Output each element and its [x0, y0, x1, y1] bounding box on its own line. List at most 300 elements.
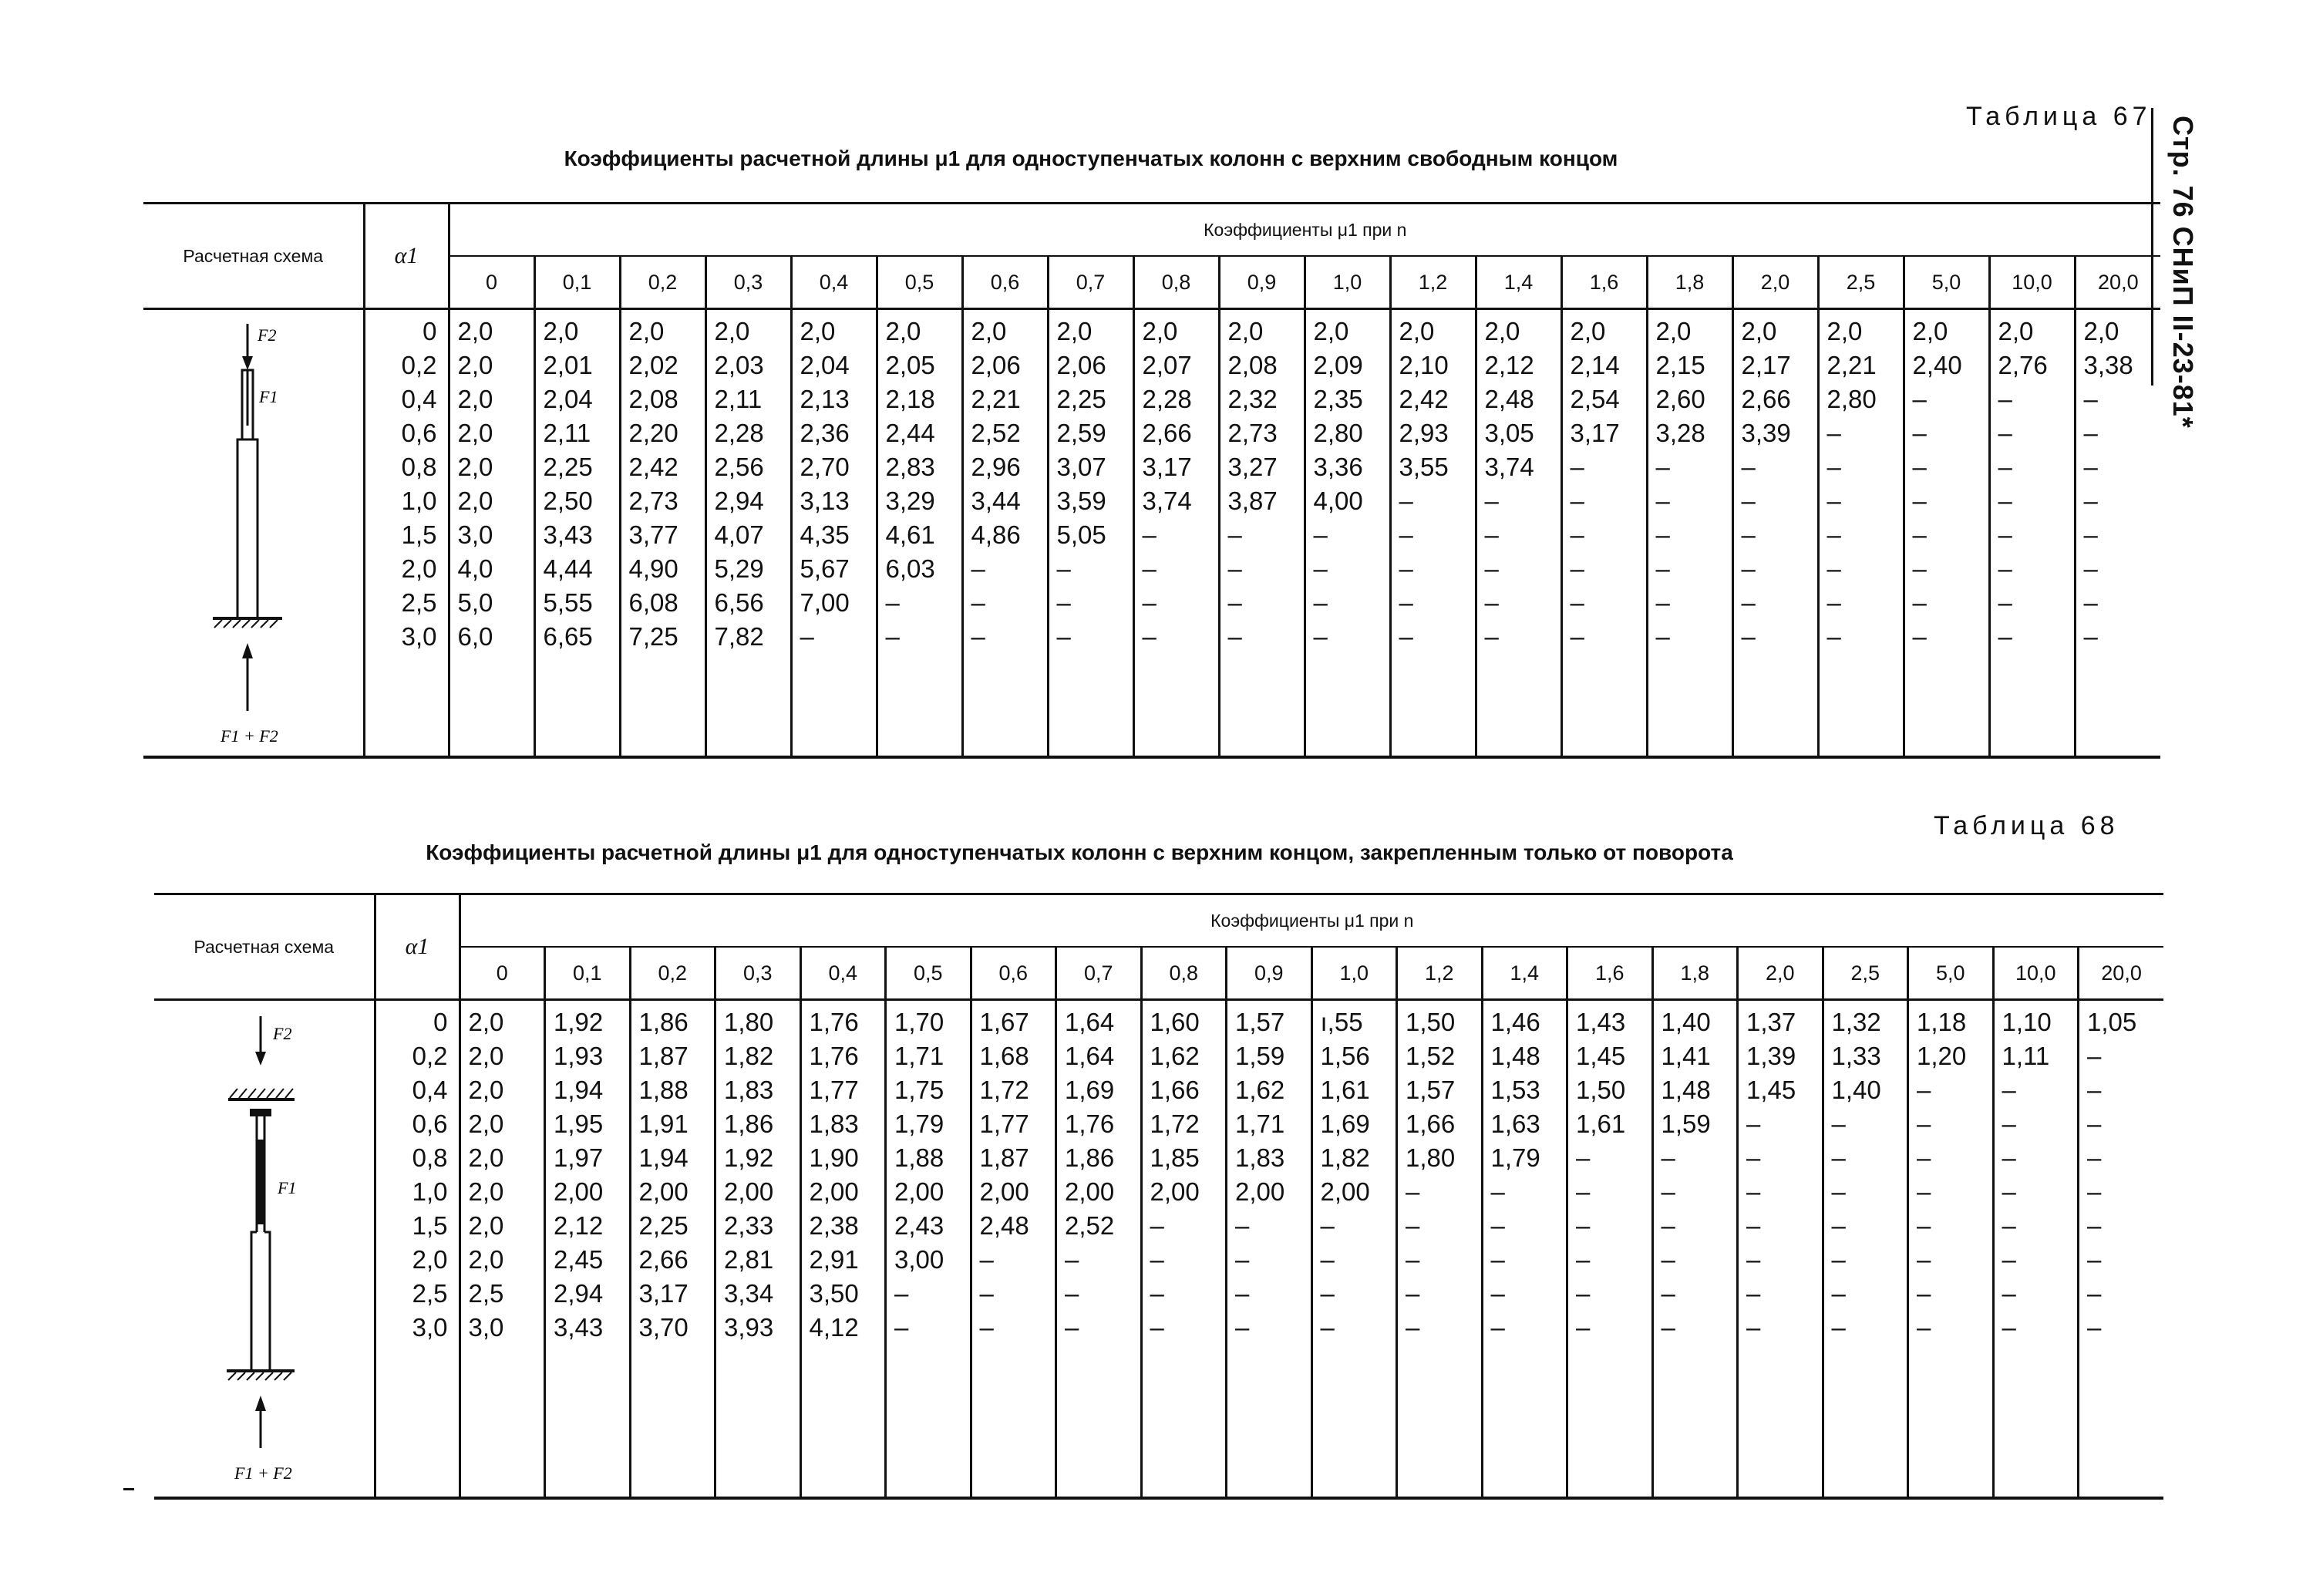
table-cell: 1,10 [2002, 1008, 2052, 1036]
alpha-column [375, 1000, 460, 1499]
table-cell: 2,38 [809, 1211, 859, 1240]
table-cell: – [1399, 487, 1413, 515]
value-column [1482, 1000, 1567, 1499]
table-cell: – [1142, 554, 1156, 583]
table-cell: 1,57 [1406, 1076, 1456, 1104]
table-cell: – [2002, 1076, 2016, 1104]
table-cell: – [894, 1313, 909, 1342]
table-cell: 2,00 [894, 1177, 944, 1206]
table-cell: 2,50 [543, 487, 593, 515]
n-header: 0,2 [630, 947, 715, 1000]
table-cell: – [1150, 1245, 1164, 1274]
f1-label: F1 [259, 387, 278, 406]
table-67-label: Таблица 67 [1966, 102, 2152, 131]
table-cell: – [1142, 622, 1156, 651]
table-cell: 2,0 [1056, 317, 1093, 345]
alpha-value: 1,5 [401, 520, 437, 549]
table-cell: 1,37 [1746, 1008, 1796, 1036]
table-cell: 3,17 [1142, 453, 1192, 481]
table-cell: – [1235, 1245, 1250, 1274]
table-cell: 2,06 [1056, 351, 1106, 379]
n-header: 1,2 [1390, 256, 1476, 309]
table-cell: – [1912, 588, 1927, 617]
table-cell: 2,04 [800, 351, 850, 379]
f2-label: F2 [273, 1024, 292, 1043]
table-cell: – [1235, 1313, 1250, 1342]
table-cell: 2,09 [1313, 351, 1363, 379]
alpha-value: 3,0 [401, 622, 437, 651]
table-cell: 2,56 [714, 453, 764, 481]
table-cell: 2,05 [885, 351, 935, 379]
table-cell: 1,33 [1831, 1042, 1881, 1070]
alpha-value: 3,0 [412, 1313, 448, 1342]
value-column [2079, 1000, 2164, 1499]
table-cell: – [1826, 554, 1841, 583]
table-cell: 2,45 [554, 1245, 604, 1274]
table-cell: – [1998, 520, 2012, 549]
alpha-value: 2,5 [401, 588, 437, 617]
table-cell: – [2002, 1279, 2016, 1308]
table-cell: 1,88 [894, 1143, 944, 1172]
table-cell: 6,56 [714, 588, 764, 617]
n-header: 2,0 [1738, 947, 1823, 1000]
table-cell: 1,97 [554, 1143, 604, 1172]
table-cell: 1,50 [1406, 1008, 1456, 1036]
alpha-value: 0 [423, 317, 437, 345]
table-cell: 2,0 [1912, 317, 1948, 345]
table-cell: 1,94 [554, 1076, 604, 1104]
table-cell: 3,38 [2083, 351, 2133, 379]
table-cell: 2,25 [1056, 385, 1106, 413]
table-cell: – [1313, 588, 1328, 617]
table-cell: 1,76 [809, 1042, 859, 1070]
table-cell: – [1399, 520, 1413, 549]
table-cell: – [1142, 520, 1156, 549]
table-cell: 2,12 [1484, 351, 1534, 379]
coef-header: Коэффициенты μ1 при n [449, 204, 2160, 257]
table-cell: – [1912, 487, 1927, 515]
table-cell: – [1826, 453, 1841, 481]
table-cell: – [1912, 622, 1927, 651]
table-cell: – [1831, 1211, 1846, 1240]
table-cell: 1,61 [1320, 1076, 1370, 1104]
column-scheme-rotation-fixed-top [154, 1001, 370, 1490]
table-cell: 2,25 [543, 453, 593, 481]
table-cell: 1,40 [1831, 1076, 1881, 1104]
table-cell: – [2083, 520, 2098, 549]
value-column [1652, 1000, 1738, 1499]
table-cell: 3,17 [1570, 419, 1620, 447]
n-header: 0,8 [1141, 947, 1227, 1000]
table-cell: – [979, 1245, 994, 1274]
table-cell: 2,0 [457, 351, 493, 379]
table-cell: 6,03 [885, 554, 935, 583]
table-cell: – [1320, 1279, 1335, 1308]
table-cell: 2,11 [543, 419, 591, 447]
table-cell: 2,04 [543, 385, 593, 413]
table-cell: – [1826, 622, 1841, 651]
table-cell: – [1227, 520, 1242, 549]
table-cell: – [1912, 385, 1927, 413]
table-cell: – [1406, 1313, 1420, 1342]
table-cell: – [1227, 622, 1242, 651]
table-cell: – [1313, 554, 1328, 583]
table-cell: – [1150, 1313, 1164, 1342]
table-cell: 1,68 [979, 1042, 1029, 1070]
table-cell: 2,06 [971, 351, 1021, 379]
table-cell: 3,43 [543, 520, 593, 549]
table-cell: – [1142, 588, 1156, 617]
table-cell: 2,0 [1142, 317, 1178, 345]
table-67 [143, 202, 2160, 759]
table-cell: – [1484, 588, 1499, 617]
table-cell: – [1661, 1177, 1675, 1206]
table-cell: 2,00 [1150, 1177, 1200, 1206]
table-cell: 2,0 [468, 1109, 504, 1138]
table-cell: 1,71 [894, 1042, 944, 1070]
table-cell: – [2002, 1245, 2016, 1274]
table-cell: – [1406, 1279, 1420, 1308]
table-cell: – [2083, 588, 2098, 617]
table-cell: 1,94 [638, 1143, 689, 1172]
table-cell: 3,59 [1056, 487, 1106, 515]
table-cell: – [2002, 1211, 2016, 1240]
table-cell: 2,0 [1570, 317, 1606, 345]
table-cell: – [2083, 385, 2098, 413]
table-cell: 2,0 [1998, 317, 2034, 345]
value-column [1823, 1000, 1908, 1499]
table-cell: – [1826, 487, 1841, 515]
table-cell: 2,0 [628, 317, 665, 345]
table-cell: – [1406, 1211, 1420, 1240]
table-cell: – [1746, 1313, 1761, 1342]
alpha-value: 2,0 [401, 554, 437, 583]
table-cell: 3,39 [1741, 419, 1791, 447]
table-cell: 1,92 [554, 1008, 604, 1036]
n-header: 2,0 [1732, 256, 1818, 309]
table-cell: 1,69 [1065, 1076, 1115, 1104]
n-header: 1,6 [1561, 256, 1647, 309]
table-cell: 2,43 [894, 1211, 944, 1240]
table-cell: – [979, 1313, 994, 1342]
table-cell: – [971, 554, 985, 583]
table-cell: 1,53 [1490, 1076, 1540, 1104]
table-cell: – [971, 588, 985, 617]
table-cell: 2,0 [1313, 317, 1349, 345]
table-cell: 1,77 [979, 1109, 1029, 1138]
table-cell: 2,60 [1655, 385, 1705, 413]
table-cell: – [1313, 622, 1328, 651]
table-cell: 2,0 [457, 487, 493, 515]
table-cell: – [979, 1279, 994, 1308]
table-cell: – [1576, 1177, 1591, 1206]
table-cell: 2,21 [971, 385, 1021, 413]
table-cell: 2,35 [1313, 385, 1363, 413]
table-cell: – [1150, 1279, 1164, 1308]
table-cell: 3,0 [457, 520, 493, 549]
table-cell: 3,27 [1227, 453, 1278, 481]
value-column [715, 1000, 801, 1499]
table-cell: 4,44 [543, 554, 593, 583]
alpha-value: 2,5 [412, 1279, 448, 1308]
table-cell: – [1406, 1177, 1420, 1206]
table-cell: 3,43 [554, 1313, 604, 1342]
scheme-diagram-rotation-fixed-top [154, 1000, 375, 1499]
value-column [1311, 1000, 1397, 1499]
page-side-header: Стр. 76 СНиП II-23-81* [2167, 116, 2199, 429]
table-cell: – [1917, 1143, 1931, 1172]
table-cell: 1,86 [638, 1008, 689, 1036]
table-cell: – [1490, 1279, 1505, 1308]
table-cell: 2,0 [468, 1245, 504, 1274]
table-cell: 2,0 [468, 1143, 504, 1172]
table-cell: 1,70 [894, 1008, 944, 1036]
table-cell: 2,13 [800, 385, 850, 413]
table-cell: – [1320, 1211, 1335, 1240]
table-cell: 2,0 [457, 419, 493, 447]
table-cell: 1,60 [1150, 1008, 1200, 1036]
table-cell: 3,74 [1142, 487, 1192, 515]
table-cell: – [1746, 1143, 1761, 1172]
table-cell: 1,83 [1235, 1143, 1285, 1172]
table-cell: 1,75 [894, 1076, 944, 1104]
alpha-header: α1 [364, 204, 449, 309]
table-cell: – [2087, 1313, 2102, 1342]
table-cell: 4,0 [457, 554, 493, 583]
f2-label: F2 [258, 325, 277, 345]
n-header: 0,4 [800, 947, 886, 1000]
table-cell: – [1655, 453, 1670, 481]
table-cell: 1,80 [1406, 1143, 1456, 1172]
value-column [705, 309, 791, 758]
table-cell: 2,14 [1570, 351, 1620, 379]
table-cell: – [1912, 554, 1927, 583]
table-cell: – [2087, 1109, 2102, 1138]
table-cell: 4,61 [885, 520, 935, 549]
alpha-value: 0,8 [412, 1143, 448, 1172]
table-cell: – [1746, 1211, 1761, 1240]
alpha-value: 1,0 [401, 487, 437, 515]
table-cell: – [885, 588, 900, 617]
value-column [545, 1000, 631, 1499]
table-cell: – [2083, 453, 2098, 481]
scheme-header: Расчетная схема [143, 204, 364, 309]
table-cell: 3,44 [971, 487, 1021, 515]
table-cell: – [1065, 1245, 1079, 1274]
alpha-value: 0,8 [401, 453, 437, 481]
table-cell: 2,00 [554, 1177, 604, 1206]
table-cell: ı,55 [1320, 1008, 1363, 1036]
table-cell: 1,76 [809, 1008, 859, 1036]
alpha-value: 1,5 [412, 1211, 448, 1240]
n-header: 0,6 [971, 947, 1056, 1000]
value-column [971, 1000, 1056, 1499]
n-header: 0,4 [791, 256, 877, 309]
table-cell: 1,20 [1917, 1042, 1967, 1070]
alpha-value: 0,4 [401, 385, 437, 413]
table-cell: – [1399, 554, 1413, 583]
table-cell: 7,25 [628, 622, 678, 651]
table-cell: 1,85 [1150, 1143, 1200, 1172]
n-header: 0,5 [877, 256, 962, 309]
table-cell: – [1998, 385, 2012, 413]
table-cell: – [1484, 520, 1499, 549]
table-cell: 2,73 [628, 487, 678, 515]
table-cell: – [1490, 1177, 1505, 1206]
table-cell: – [1917, 1279, 1931, 1308]
table-cell: 4,12 [809, 1313, 859, 1342]
n-header: 0,3 [715, 947, 801, 1000]
table-cell: 2,40 [1912, 351, 1962, 379]
sum-label: F1 + F2 [221, 726, 278, 746]
table-cell: 1,83 [724, 1076, 774, 1104]
table-cell: – [800, 622, 814, 651]
table-cell: 1,82 [1320, 1143, 1370, 1172]
value-column [1732, 309, 1818, 758]
table-68-title: Коэффициенты расчетной длины μ1 для одноступенчатых колонн с верхним концом, закрепленным только от поворота [426, 840, 1733, 864]
table-cell: 2,42 [1399, 385, 1449, 413]
value-column [886, 1000, 971, 1499]
table-cell: – [1227, 588, 1242, 617]
n-header: 0,9 [1227, 947, 1312, 1000]
n-header: 1,2 [1397, 947, 1483, 1000]
table-cell: – [1998, 588, 2012, 617]
n-header: 0,7 [1056, 947, 1142, 1000]
table-cell: 3,07 [1056, 453, 1106, 481]
table-cell: 2,18 [885, 385, 935, 413]
table-cell: 2,0 [1399, 317, 1435, 345]
table-cell: 5,0 [457, 588, 493, 617]
table-cell: 2,5 [468, 1279, 504, 1308]
table-cell: 2,44 [885, 419, 935, 447]
table-cell: – [2087, 1177, 2102, 1206]
table-cell: – [1576, 1279, 1591, 1308]
table-cell: – [1490, 1211, 1505, 1240]
table-cell: – [1741, 520, 1756, 549]
table-cell: – [1056, 554, 1071, 583]
table-cell: 1,95 [554, 1109, 604, 1138]
table-cell: 1,63 [1490, 1109, 1540, 1138]
sum-label: F1 + F2 [234, 1463, 292, 1483]
table-cell: – [894, 1279, 909, 1308]
n-header: 1,0 [1311, 947, 1397, 1000]
table-cell: 3,36 [1313, 453, 1363, 481]
n-header: 20,0 [2079, 947, 2164, 1000]
table-cell: 3,34 [724, 1279, 774, 1308]
table-cell: 2,0 [457, 385, 493, 413]
table-cell: 2,32 [1227, 385, 1278, 413]
table-cell: 1,72 [1150, 1109, 1200, 1138]
value-column [1056, 1000, 1142, 1499]
n-header: 1,4 [1476, 256, 1561, 309]
table-cell: 3,29 [885, 487, 935, 515]
alpha-value: 0,6 [401, 419, 437, 447]
table-cell: 6,0 [457, 622, 493, 651]
table-cell: 2,81 [724, 1245, 774, 1274]
table-cell: 1,93 [554, 1042, 604, 1070]
table-cell: – [2002, 1143, 2016, 1172]
n-header: 0 [449, 256, 534, 309]
value-column [1141, 1000, 1227, 1499]
table-cell: 1,48 [1490, 1042, 1540, 1070]
table-cell: – [1570, 588, 1584, 617]
table-68-label: Таблица 68 [1934, 811, 2119, 840]
table-cell: 2,76 [1998, 351, 2048, 379]
table-cell: 2,00 [724, 1177, 774, 1206]
table-cell: – [1998, 487, 2012, 515]
table-cell: 1,72 [979, 1076, 1029, 1104]
value-column [1227, 1000, 1312, 1499]
value-column [800, 1000, 886, 1499]
n-header: 1,8 [1652, 947, 1738, 1000]
table-cell: 2,66 [638, 1245, 689, 1274]
table-cell: – [1661, 1313, 1675, 1342]
table-cell: 3,55 [1399, 453, 1449, 481]
table-cell: – [2083, 554, 2098, 583]
table-cell: 2,0 [543, 317, 579, 345]
table-cell: – [1661, 1245, 1675, 1274]
table-cell: – [1655, 554, 1670, 583]
n-header: 0,6 [962, 256, 1048, 309]
table-67-title: Коэффициенты расчетной длины μ1 для одноступенчатых колонн с верхним свободным концом [564, 146, 1618, 170]
table-cell: 2,0 [457, 317, 493, 345]
table-cell: 2,83 [885, 453, 935, 481]
value-column [1818, 309, 1904, 758]
alpha-column [364, 309, 449, 758]
table-cell: – [1399, 588, 1413, 617]
table-cell: – [1570, 622, 1584, 651]
n-header: 2,5 [1823, 947, 1908, 1000]
table-cell: – [2002, 1109, 2016, 1138]
table-cell: 2,0 [1741, 317, 1777, 345]
table-cell: 2,0 [1484, 317, 1520, 345]
table-cell: – [1484, 487, 1499, 515]
table-cell: 3,77 [628, 520, 678, 549]
value-column [791, 309, 877, 758]
table-cell: – [1746, 1245, 1761, 1274]
table-cell: 1,92 [724, 1143, 774, 1172]
table-cell: 4,07 [714, 520, 764, 549]
table-cell: – [1826, 520, 1841, 549]
table-cell: 2,96 [971, 453, 1021, 481]
n-header: 0,2 [620, 256, 705, 309]
value-column [460, 1000, 545, 1499]
table-cell: – [2087, 1279, 2102, 1308]
table-cell: – [1320, 1313, 1335, 1342]
table-cell: 2,66 [1741, 385, 1791, 413]
value-column [534, 309, 620, 758]
value-column [877, 309, 962, 758]
table-cell: – [1661, 1279, 1675, 1308]
table-cell: – [1741, 622, 1756, 651]
table-cell: – [1998, 453, 2012, 481]
table-cell: 2,91 [809, 1245, 859, 1274]
value-column [1305, 309, 1390, 758]
table-cell: – [2087, 1143, 2102, 1172]
table-cell: – [2083, 487, 2098, 515]
table-cell: 2,93 [1399, 419, 1449, 447]
table-cell: 1,66 [1406, 1109, 1456, 1138]
table-cell: 3,13 [800, 487, 850, 515]
table-cell: 1,50 [1576, 1076, 1626, 1104]
table-cell: 5,55 [543, 588, 593, 617]
scheme-header: Расчетная схема [154, 894, 375, 1000]
coef-header: Коэффициенты μ1 при n [460, 894, 2163, 948]
table-cell: 2,0 [714, 317, 750, 345]
table-cell: – [2002, 1177, 2016, 1206]
table-cell: – [1313, 520, 1328, 549]
n-header: 0 [460, 947, 545, 1000]
